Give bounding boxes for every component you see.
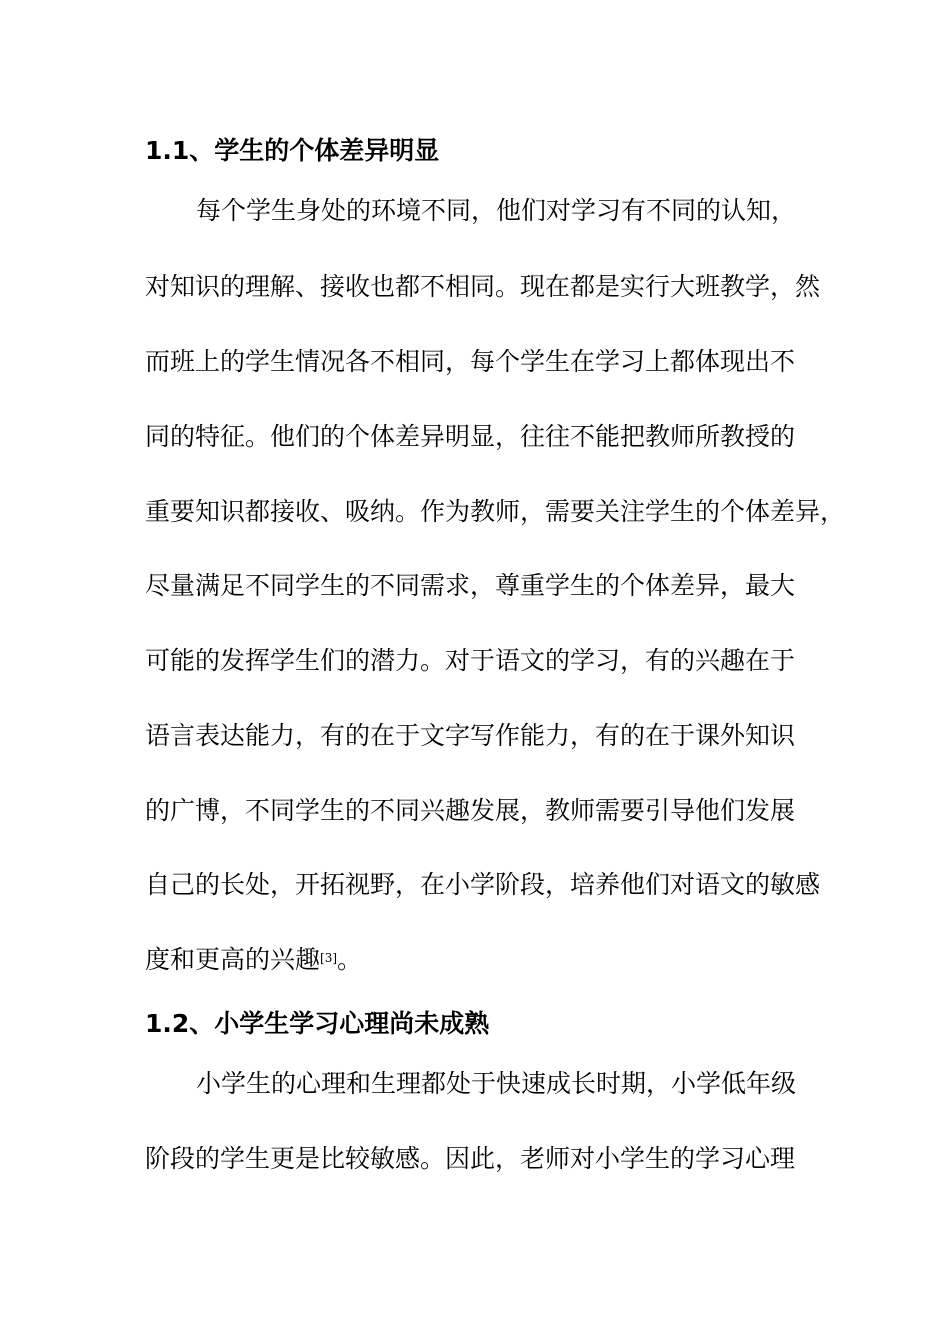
paragraph-line: 的广博，不同学生的不同兴趣发展，教师需要引导他们发展 xyxy=(145,796,796,825)
paragraph-line: 同的特征。他们的个体差异明显，往往不能把教师所教授的 xyxy=(145,422,796,451)
paragraph-line: 可能的发挥学生们的潜力。对于语文的学习，有的兴趣在于 xyxy=(145,646,796,675)
section-heading-1-2: 1.2、小学生学习心理尚未成熟 xyxy=(145,1009,490,1038)
paragraph-line: 每个学生身处的环境不同，他们对学习有不同的认知， xyxy=(196,196,797,225)
section-heading-1-1: 1.1、学生的个体差异明显 xyxy=(145,136,440,165)
paragraph-line: 小学生的心理和生理都处于快速成长时期，小学低年级 xyxy=(196,1069,797,1098)
paragraph-last-line xyxy=(145,945,362,975)
citation-reference[interactable]: [3] xyxy=(320,951,338,965)
paragraph-line: 尽量满足不同学生的不同需求，尊重学生的个体差异，最大 xyxy=(145,571,796,600)
paragraph-line: 自己的长处，开拓视野，在小学阶段，培养他们对语文的敏感 xyxy=(145,870,821,899)
paragraph-line: 阶段的学生更是比较敏感。因此，老师对小学生的学习心理 xyxy=(145,1144,796,1173)
paragraph-text: 度和更高的兴趣 xyxy=(145,945,321,974)
paragraph-line: 对知识的理解、接收也都不相同。现在都是实行大班教学，然 xyxy=(145,272,821,301)
paragraph-line: 而班上的学生情况各不相同，每个学生在学习上都体现出不 xyxy=(145,347,796,376)
paragraph-end-punctuation: 。 xyxy=(337,945,363,974)
paragraph-line: 语言表达能力，有的在于文字写作能力，有的在于课外知识 xyxy=(145,721,796,750)
paragraph-line: 重要知识都接收、吸纳。作为教师，需要关注学生的个体差异， xyxy=(145,497,846,526)
